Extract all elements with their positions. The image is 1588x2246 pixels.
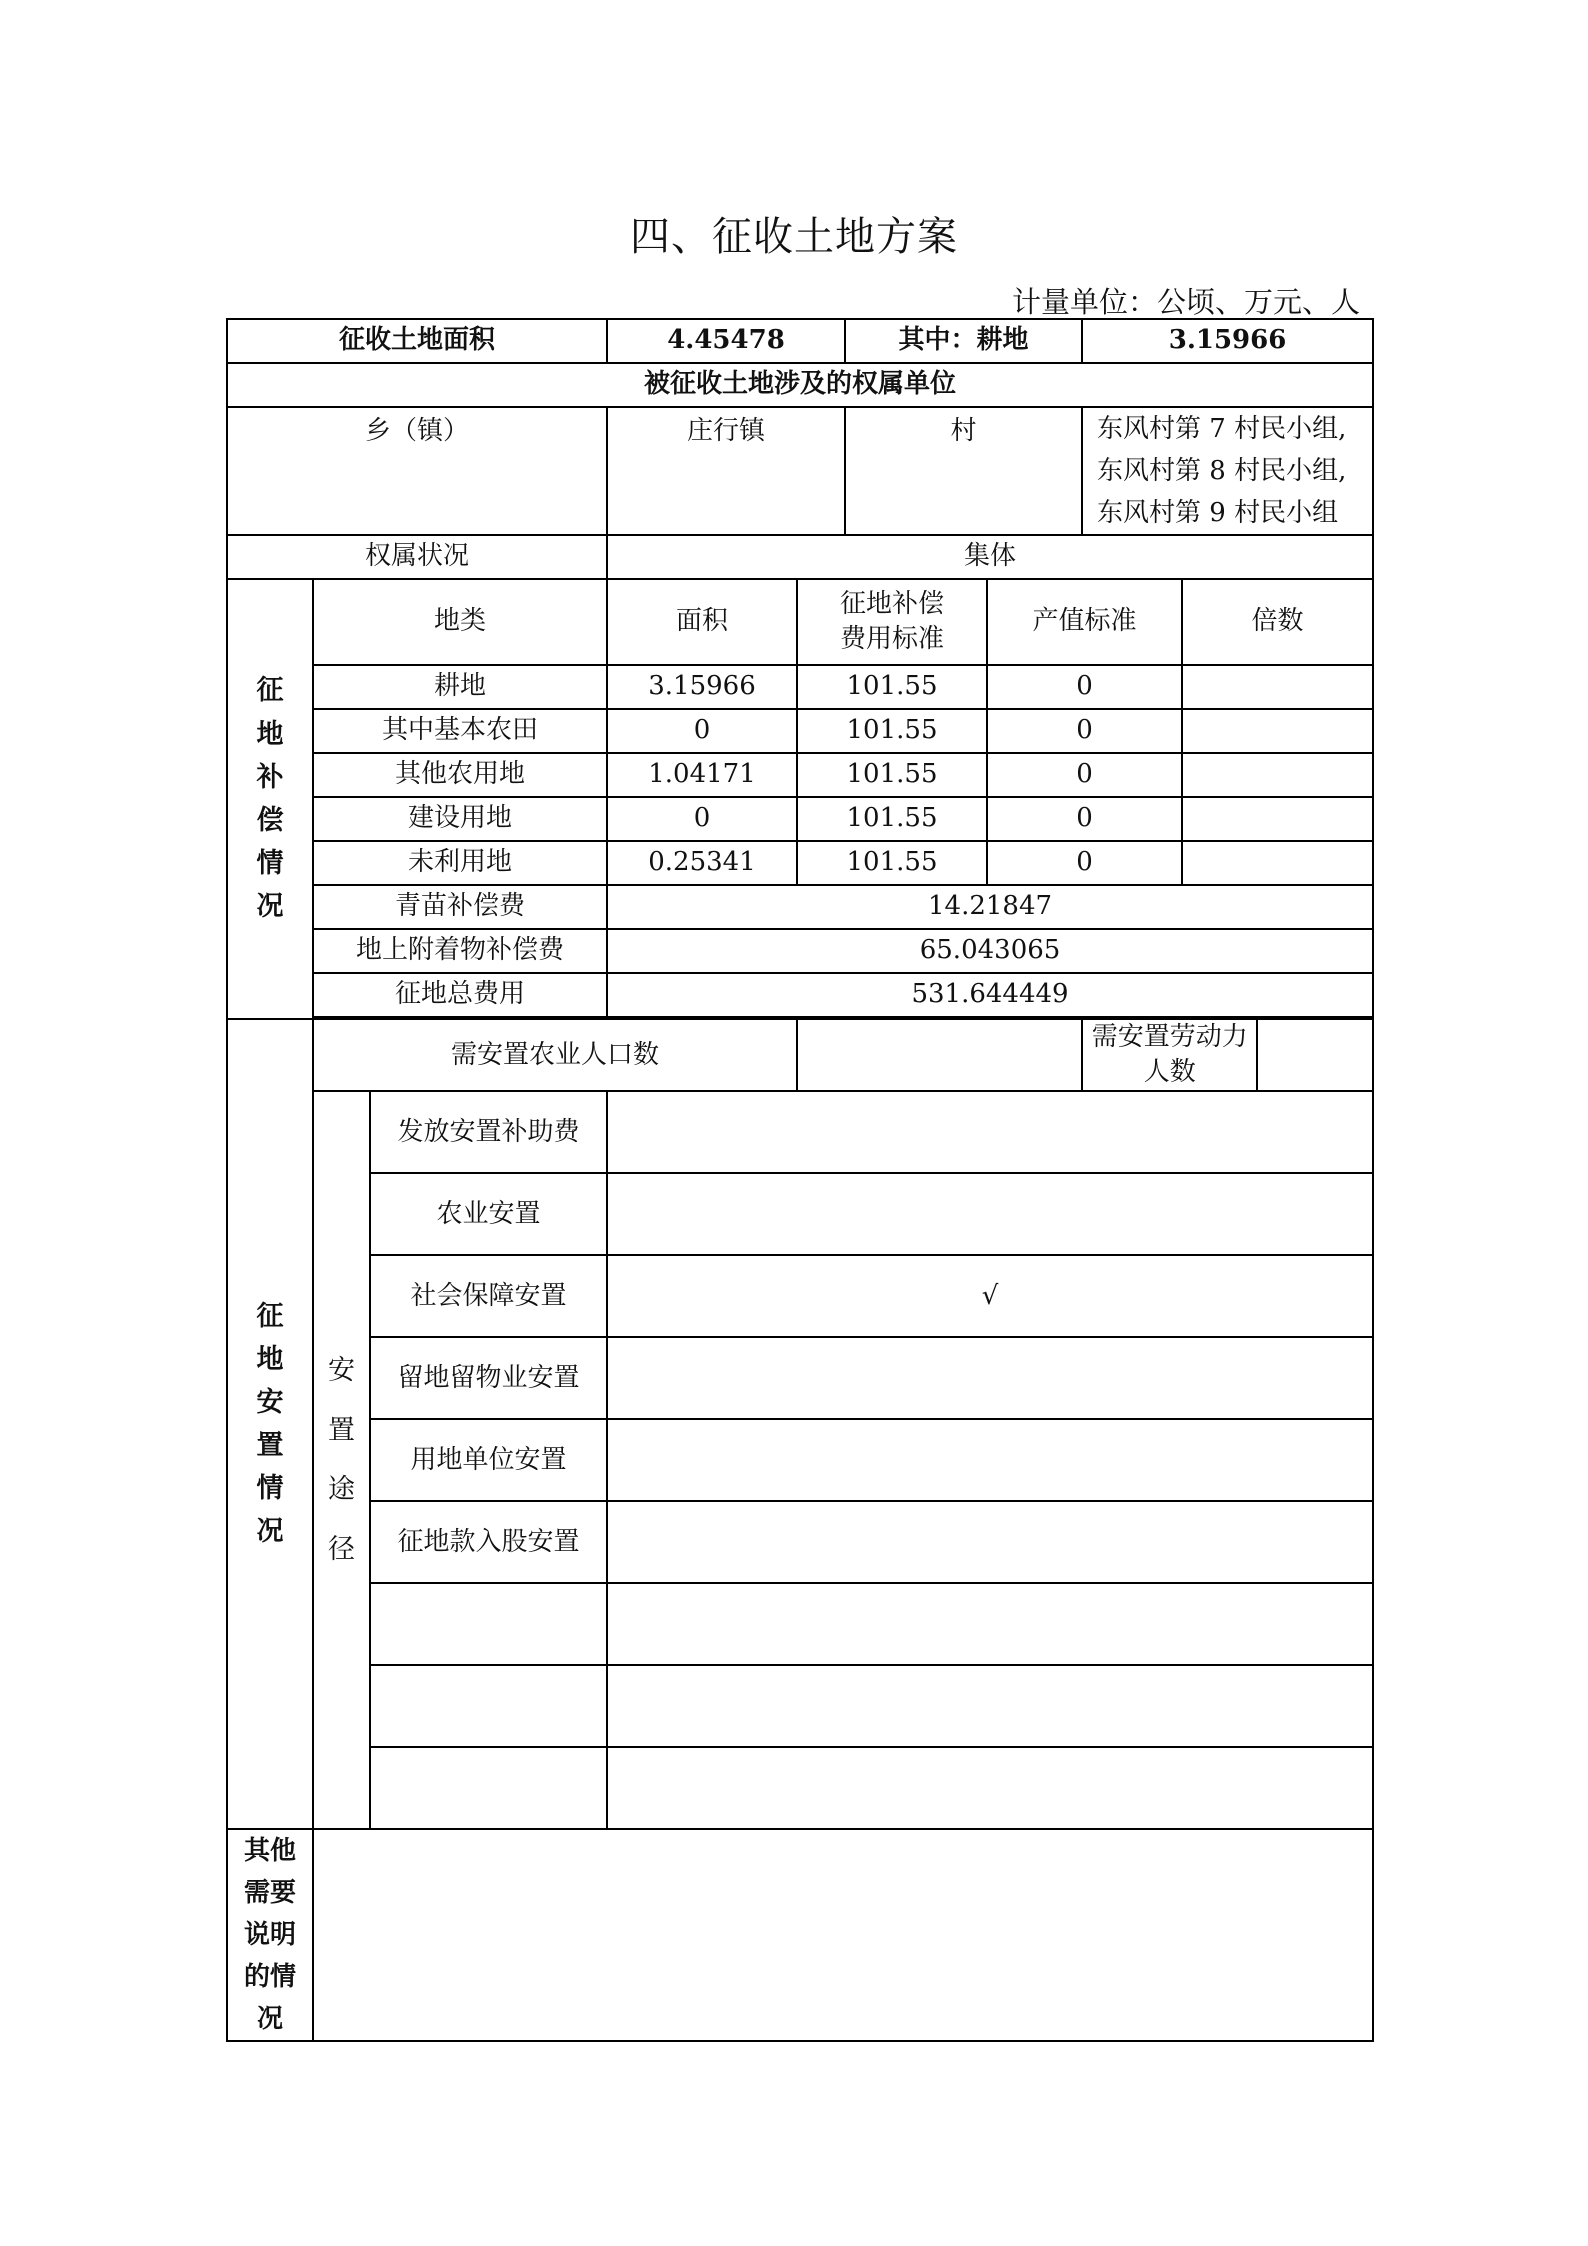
resettlement-method-row [227,1337,1373,1419]
resettlement-method-row [227,1419,1373,1501]
village-group: 东风村第 9 村民小组 [1097,498,1339,528]
village-label: 村 [845,407,1082,535]
resettlement-side-label: 征 地 安 置 情 况 [227,1019,313,1829]
seedling-fee-row [227,885,1373,929]
attachment-fee-label: 地上附着物补偿费 [313,929,607,973]
labor-cell [1082,1019,1373,1091]
header-area: 面积 [607,579,797,665]
resettlement-method-row [227,1091,1373,1173]
method-name: 发放安置补助费 [370,1091,607,1173]
method-mark [607,1173,1373,1255]
population-label: 需安置农业人口数 [313,1019,797,1091]
method-name: 社会保障安置 [370,1255,607,1337]
method-mark [607,1337,1373,1419]
seedling-fee-value: 14.21847 [607,885,1373,929]
compensation-side-label: 征 地 补 偿 情 况 [227,579,313,1019]
compensation-row: 建设用地 0 101.55 0 [227,797,1373,841]
method-name: 农业安置 [370,1173,607,1255]
resettlement-method-row [227,1665,1373,1747]
farmland-value: 3.15966 [1082,319,1373,363]
method-mark: √ [607,1255,1373,1337]
resettlement-method-row [227,1173,1373,1255]
page-title: 四、征收土地方案 [630,214,958,260]
total-fee-label: 征地总费用 [313,973,607,1017]
resettlement-path-label: 安 置 途 径 [313,1091,370,1829]
compensation-row: 其他农用地 1.04171 101.55 0 [227,753,1373,797]
form-table [226,318,1374,2042]
resettlement-method-row [227,1501,1373,1583]
header-multiple: 倍数 [1182,579,1373,665]
method-name [370,1665,607,1747]
ownership-status-row [227,535,1373,579]
other-notes-value [313,1829,1373,2041]
method-name [370,1747,607,1829]
compensation-row: 其中基本农田 0 101.55 0 [227,709,1373,753]
method-name [370,1583,607,1665]
other-notes-label: 其他 需要 说明 的情 况 [227,1829,313,2041]
seedling-fee-label: 青苗补偿费 [313,885,607,929]
village-groups [1082,407,1373,535]
header-output-value: 产值标准 [987,579,1182,665]
method-name: 留地留物业安置 [370,1337,607,1419]
compensation-header-row [227,579,1373,665]
ownership-status-value: 集体 [607,535,1373,579]
ownership-section-title: 被征收土地涉及的权属单位 [227,363,1373,407]
summary-row [227,319,1373,363]
ownership-title-row [227,363,1373,407]
land-acquisition-form [226,318,1372,2042]
farmland-label: 其中：耕地 [845,319,1082,363]
resettlement-population-row [227,1019,1373,1091]
total-fee-row [227,973,1373,1017]
method-mark [607,1747,1373,1829]
area-value: 4.45478 [607,319,845,363]
header-land-type: 地类 [313,579,607,665]
ownership-status-label: 权属状况 [227,535,607,579]
method-mark [607,1665,1373,1747]
resettlement-method-row [227,1583,1373,1665]
population-value [797,1019,1082,1091]
header-standard: 征地补偿 费用标准 [797,579,987,665]
area-label: 征收土地面积 [227,319,607,363]
method-name: 征地款入股安置 [370,1501,607,1583]
method-name: 用地单位安置 [370,1419,607,1501]
unit-note: 计量单位：公顷、万元、人 [1011,285,1360,319]
compensation-row: 耕地 3.15966 101.55 0 [227,665,1373,709]
village-group: 东风村第 8 村民小组, [1097,456,1347,486]
town-value: 庄行镇 [607,407,845,535]
compensation-row: 未利用地 0.25341 101.55 0 [227,841,1373,885]
other-notes-row [227,1829,1373,2041]
ownership-row [227,407,1373,535]
method-mark [607,1419,1373,1501]
resettlement-method-row [227,1255,1373,1337]
town-label: 乡（镇） [227,407,607,535]
total-fee-value: 531.644449 [607,973,1373,1017]
labor-label: 需安置劳动力人数 [1083,1020,1257,1090]
resettlement-method-row [227,1747,1373,1829]
method-mark [607,1091,1373,1173]
attachment-fee-row [227,929,1373,973]
labor-value [1257,1020,1372,1090]
attachment-fee-value: 65.043065 [607,929,1373,973]
village-group: 东风村第 7 村民小组, [1097,414,1347,444]
method-mark [607,1583,1373,1665]
method-mark [607,1501,1373,1583]
